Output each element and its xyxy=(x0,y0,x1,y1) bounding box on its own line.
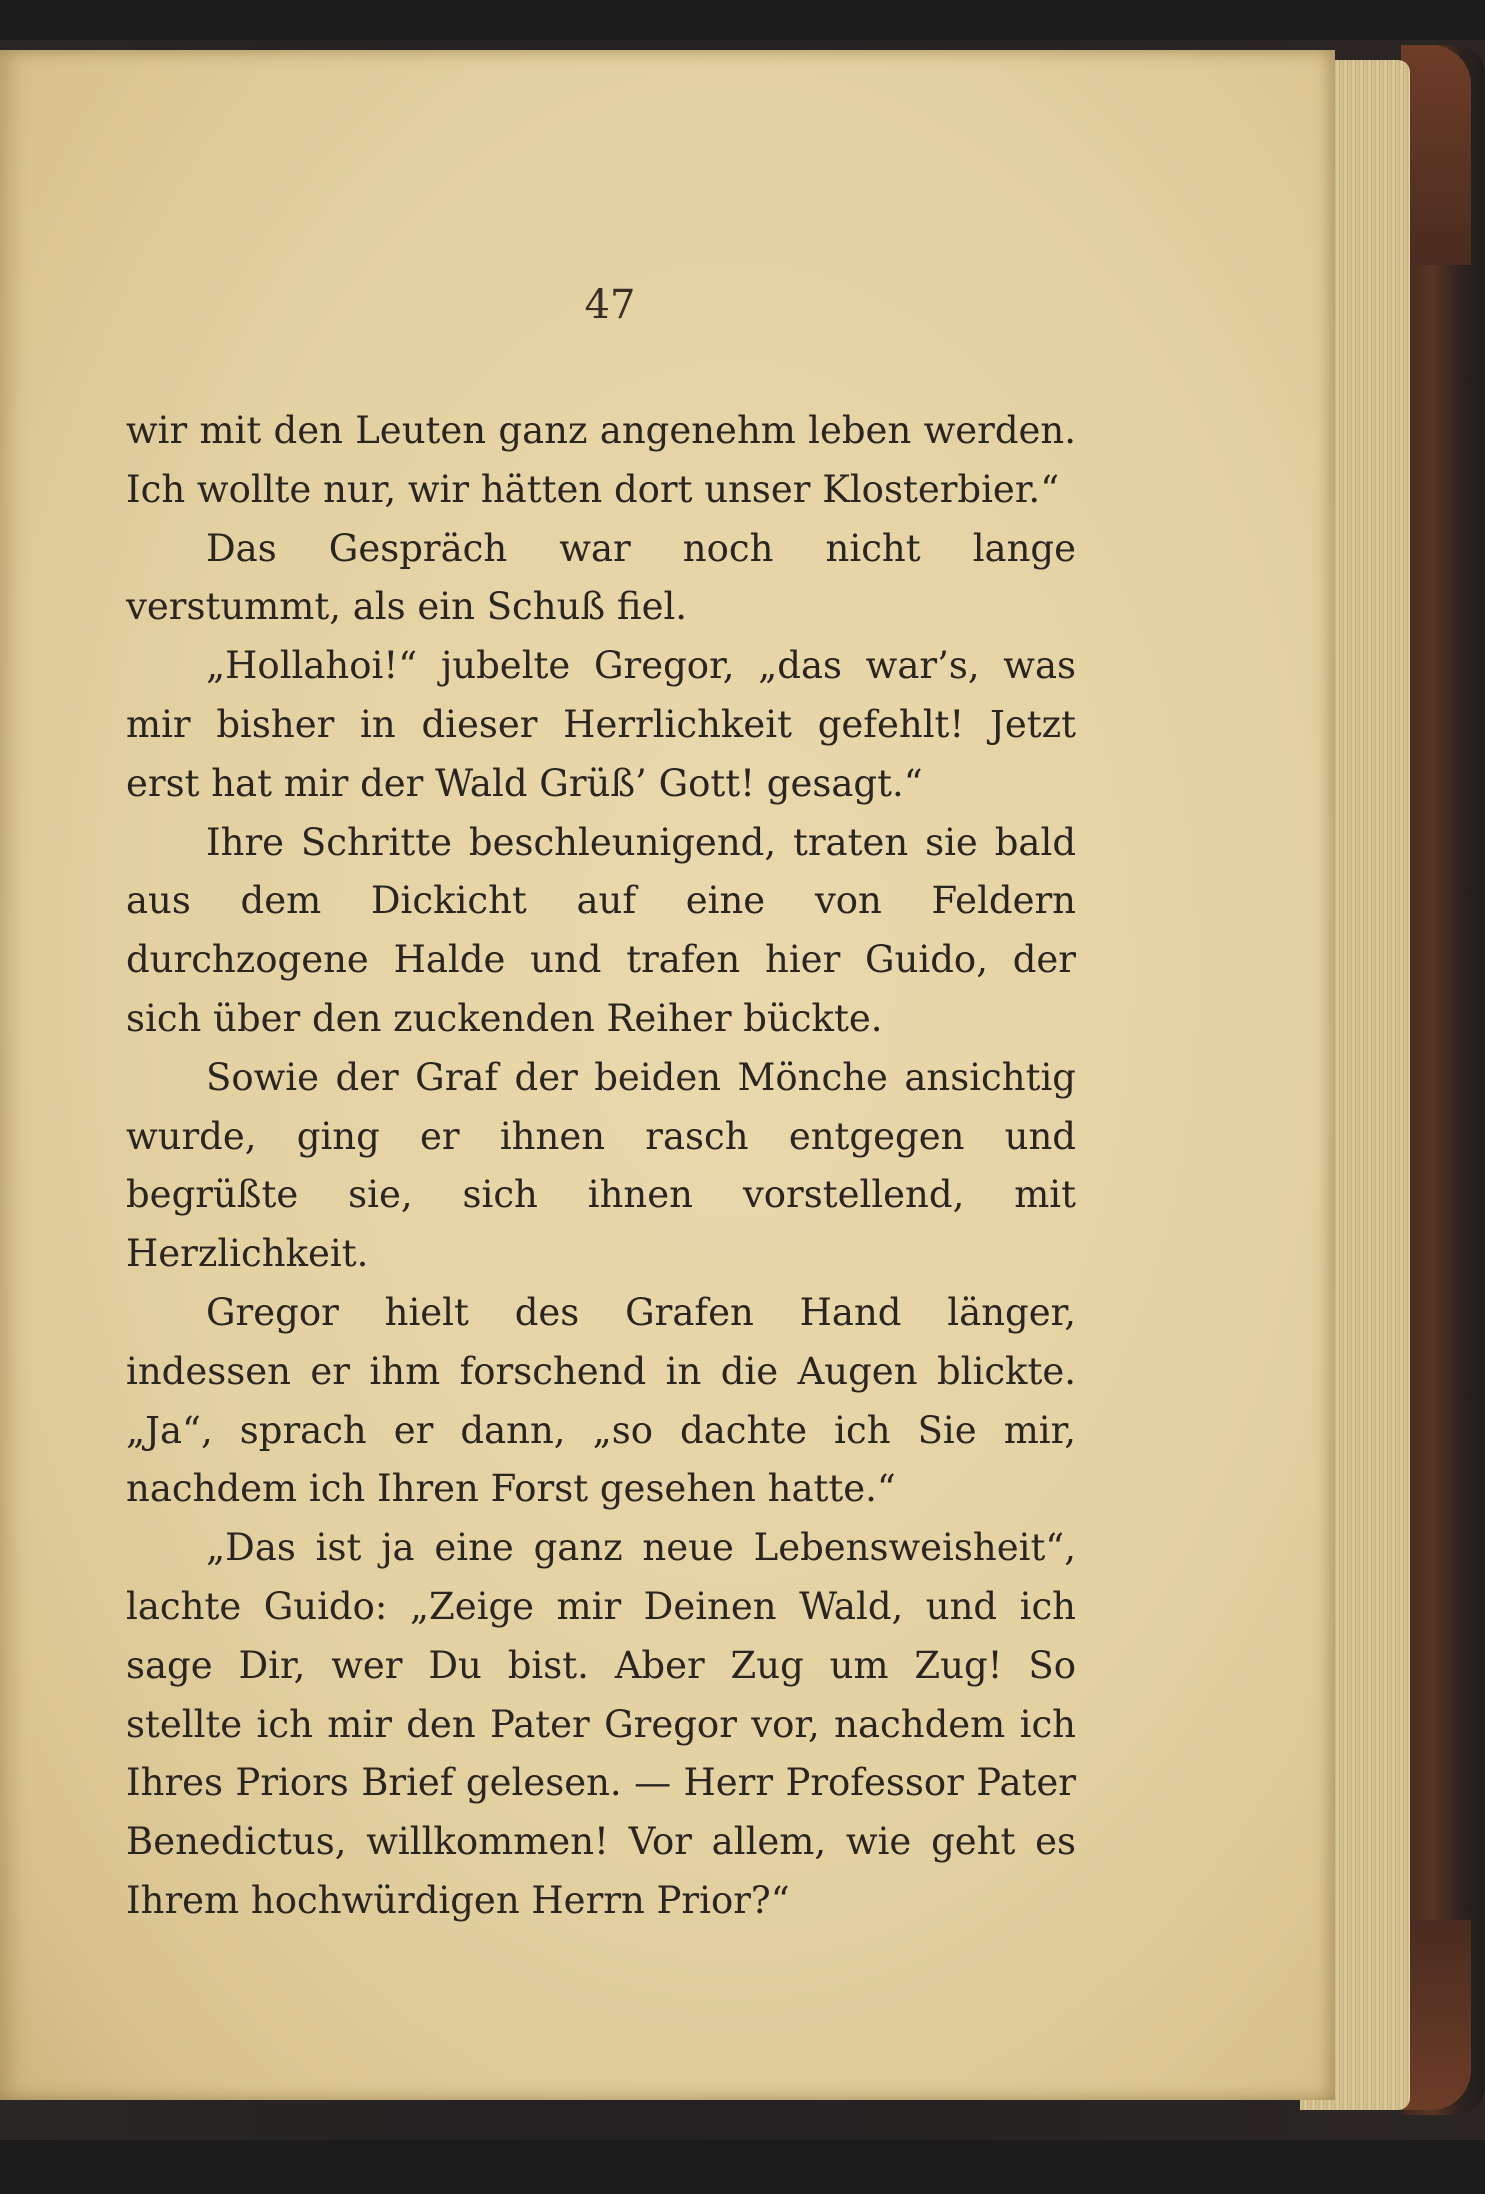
leather-corner-bottom xyxy=(1401,1920,1471,2110)
paragraph-4: Ihre Schritte beschleunigend, traten sie bald aus dem Dickicht auf eine von Feldern durchzogene Halde und trafen hier Guido, der sich über den zuckenden Reiher bückte. xyxy=(126,820,1076,1040)
leather-corner-top xyxy=(1401,45,1471,265)
body-text xyxy=(126,402,1076,1931)
paragraph-7: „Das ist ja eine ganz neue Lebensweisheit“, lachte Guido: „Zeige mir Deinen Wald, und ich sage Dir, wer Du bist. Aber Zug um Zug! So stellte ich mir den Pater Gregor vor, nachdem ich Ihres Priors Brief gelesen. — Herr Professor Pater Benedictus, willkommen! Vor allem, wie geht es Ihrem hochwürdigen Herrn Prior?“ xyxy=(126,1526,1076,1922)
page-number: 47 xyxy=(584,282,636,328)
book-spine-edge xyxy=(1403,45,1485,2115)
paragraph-6: Gregor hielt des Grafen Hand länger, indessen er ihm forschend in die Augen blickte. „Ja“, sprach er dann, „so dachte ich Sie mir, nachdem ich Ihren Forst gesehen hatte.“ xyxy=(126,1290,1076,1511)
paragraph-1: wir mit den Leuten ganz angenehm leben werden. Ich wollte nur, wir hätten dort unser Klosterbier.“ xyxy=(126,409,1076,511)
paragraph-2: Das Gespräch war noch nicht lange verstummt, als ein Schuß fiel. xyxy=(126,526,1076,629)
book-page xyxy=(0,50,1335,2100)
paragraph-3: „Hollahoi!“ jubelte Gregor, „das war’s, was mir bisher in dieser Herrlichkeit gefehlt! Jetzt erst hat mir der Wald Grüß’ Gott! gesagt.“ xyxy=(126,644,1076,805)
paragraph-5: Sowie der Graf der beiden Mönche ansichtig wurde, ging er ihnen rasch entgegen und begrüßte sie, sich ihnen vorstellend, mit Herzlichkeit. xyxy=(126,1055,1076,1276)
